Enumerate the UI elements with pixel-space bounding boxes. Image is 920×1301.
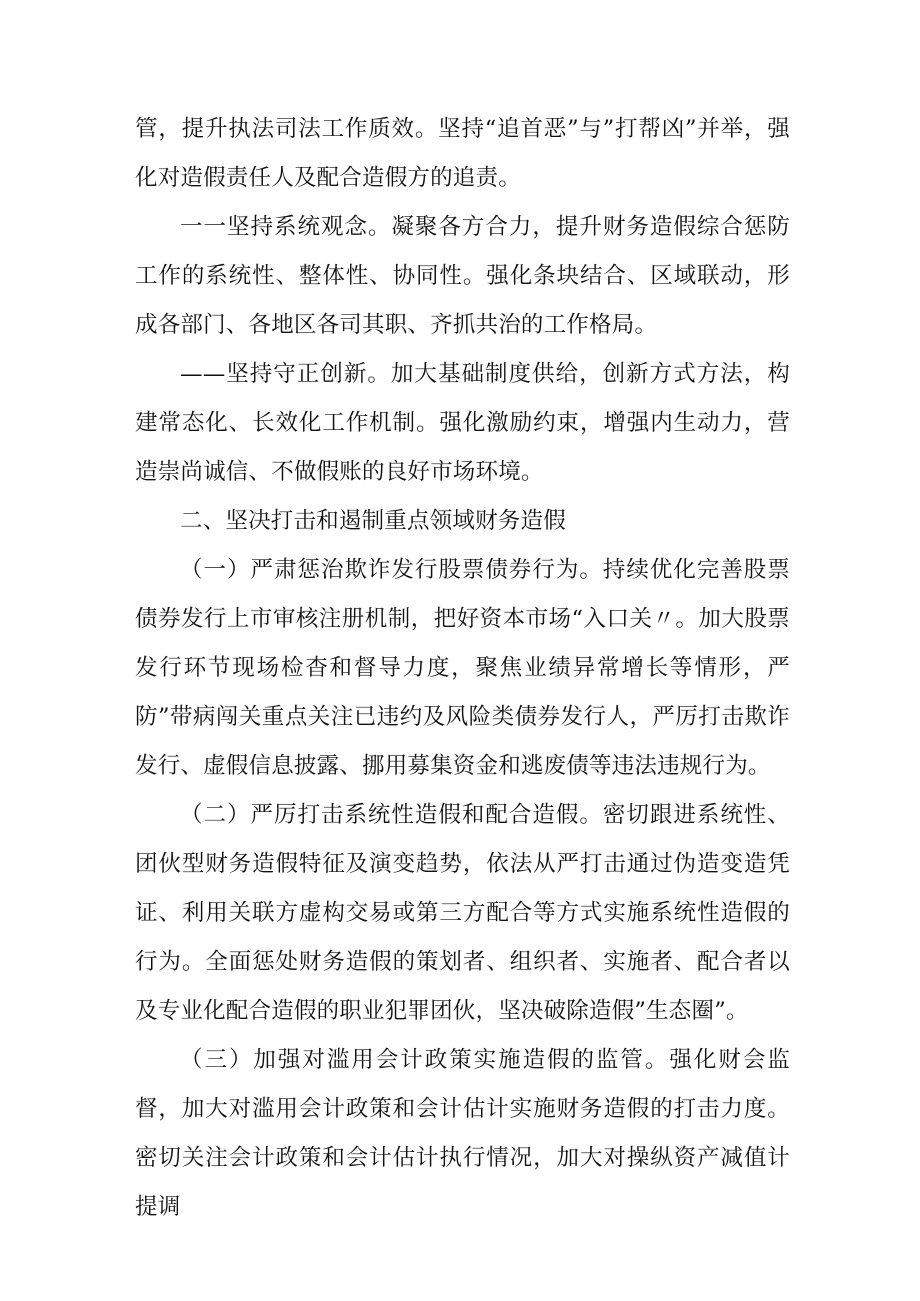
paragraph-item-2: （二）严厉打击系统性造假和配合造假。密切跟进系统性、团伙型财务造假特征及演变趋势，依法从严打击通过伪造变造凭证、利用关联方虚构交易或第三方配合等方式实施系统性造假的行为。全面惩处财务造假的策划者、组织者、实施者、配合者以及专业化配合造假的职业犯罪团伙，坚决破除造假”生态圈”。 xyxy=(135,802,790,1024)
document-body xyxy=(135,105,790,1232)
paragraph-continued: 管，提升执法司法工作质效。坚持“追首恶”与”打帮凶”并举，强化对造假责任人及配合造假方的追责。 xyxy=(135,116,790,191)
paragraph-innovation: ——坚持守正创新。加大基础制度供给，创新方式方法，构建常态化、长效化工作机制。强化激励约束，增强内生动力，营造崇尚诚信、不做假账的良好市场环境。 xyxy=(135,361,790,485)
paragraph-item-1: （一）严肃惩治欺诈发行股票债券行为。持续优化完善股票债券发行上市审核注册机制，把好资本市场“入口关〃。加大股票发行环节现场检杳和督导力度，聚焦业绩异常增长等情形，严防”带病闯关重点关注已违约及风险类债券发行人，严厉打击欺诈发行、虚假信息披露、挪用募集资金和逃废债等违法违规行为。 xyxy=(135,557,790,779)
paragraph-item-3: （三）加强对滥用会计政策实施造假的监管。强化财会监督，加大对滥用会计政策和会计估计实施财务造假的打击力度。密切关注会计政策和会计估计执行情况，加大对操纵资产减值计提调 xyxy=(135,1047,790,1220)
paragraph-system-concept: 一一坚持系统观念。凝聚各方合力，提升财务造假综合惩防工作的系统性、整体性、协同性。强化条块结合、区域联动，形成各部门、各地区各司其职、齐抓共治的工作格局。 xyxy=(135,214,790,338)
section-heading-2: 二、坚决打击和遏制重点领域财务造假 xyxy=(180,508,566,534)
